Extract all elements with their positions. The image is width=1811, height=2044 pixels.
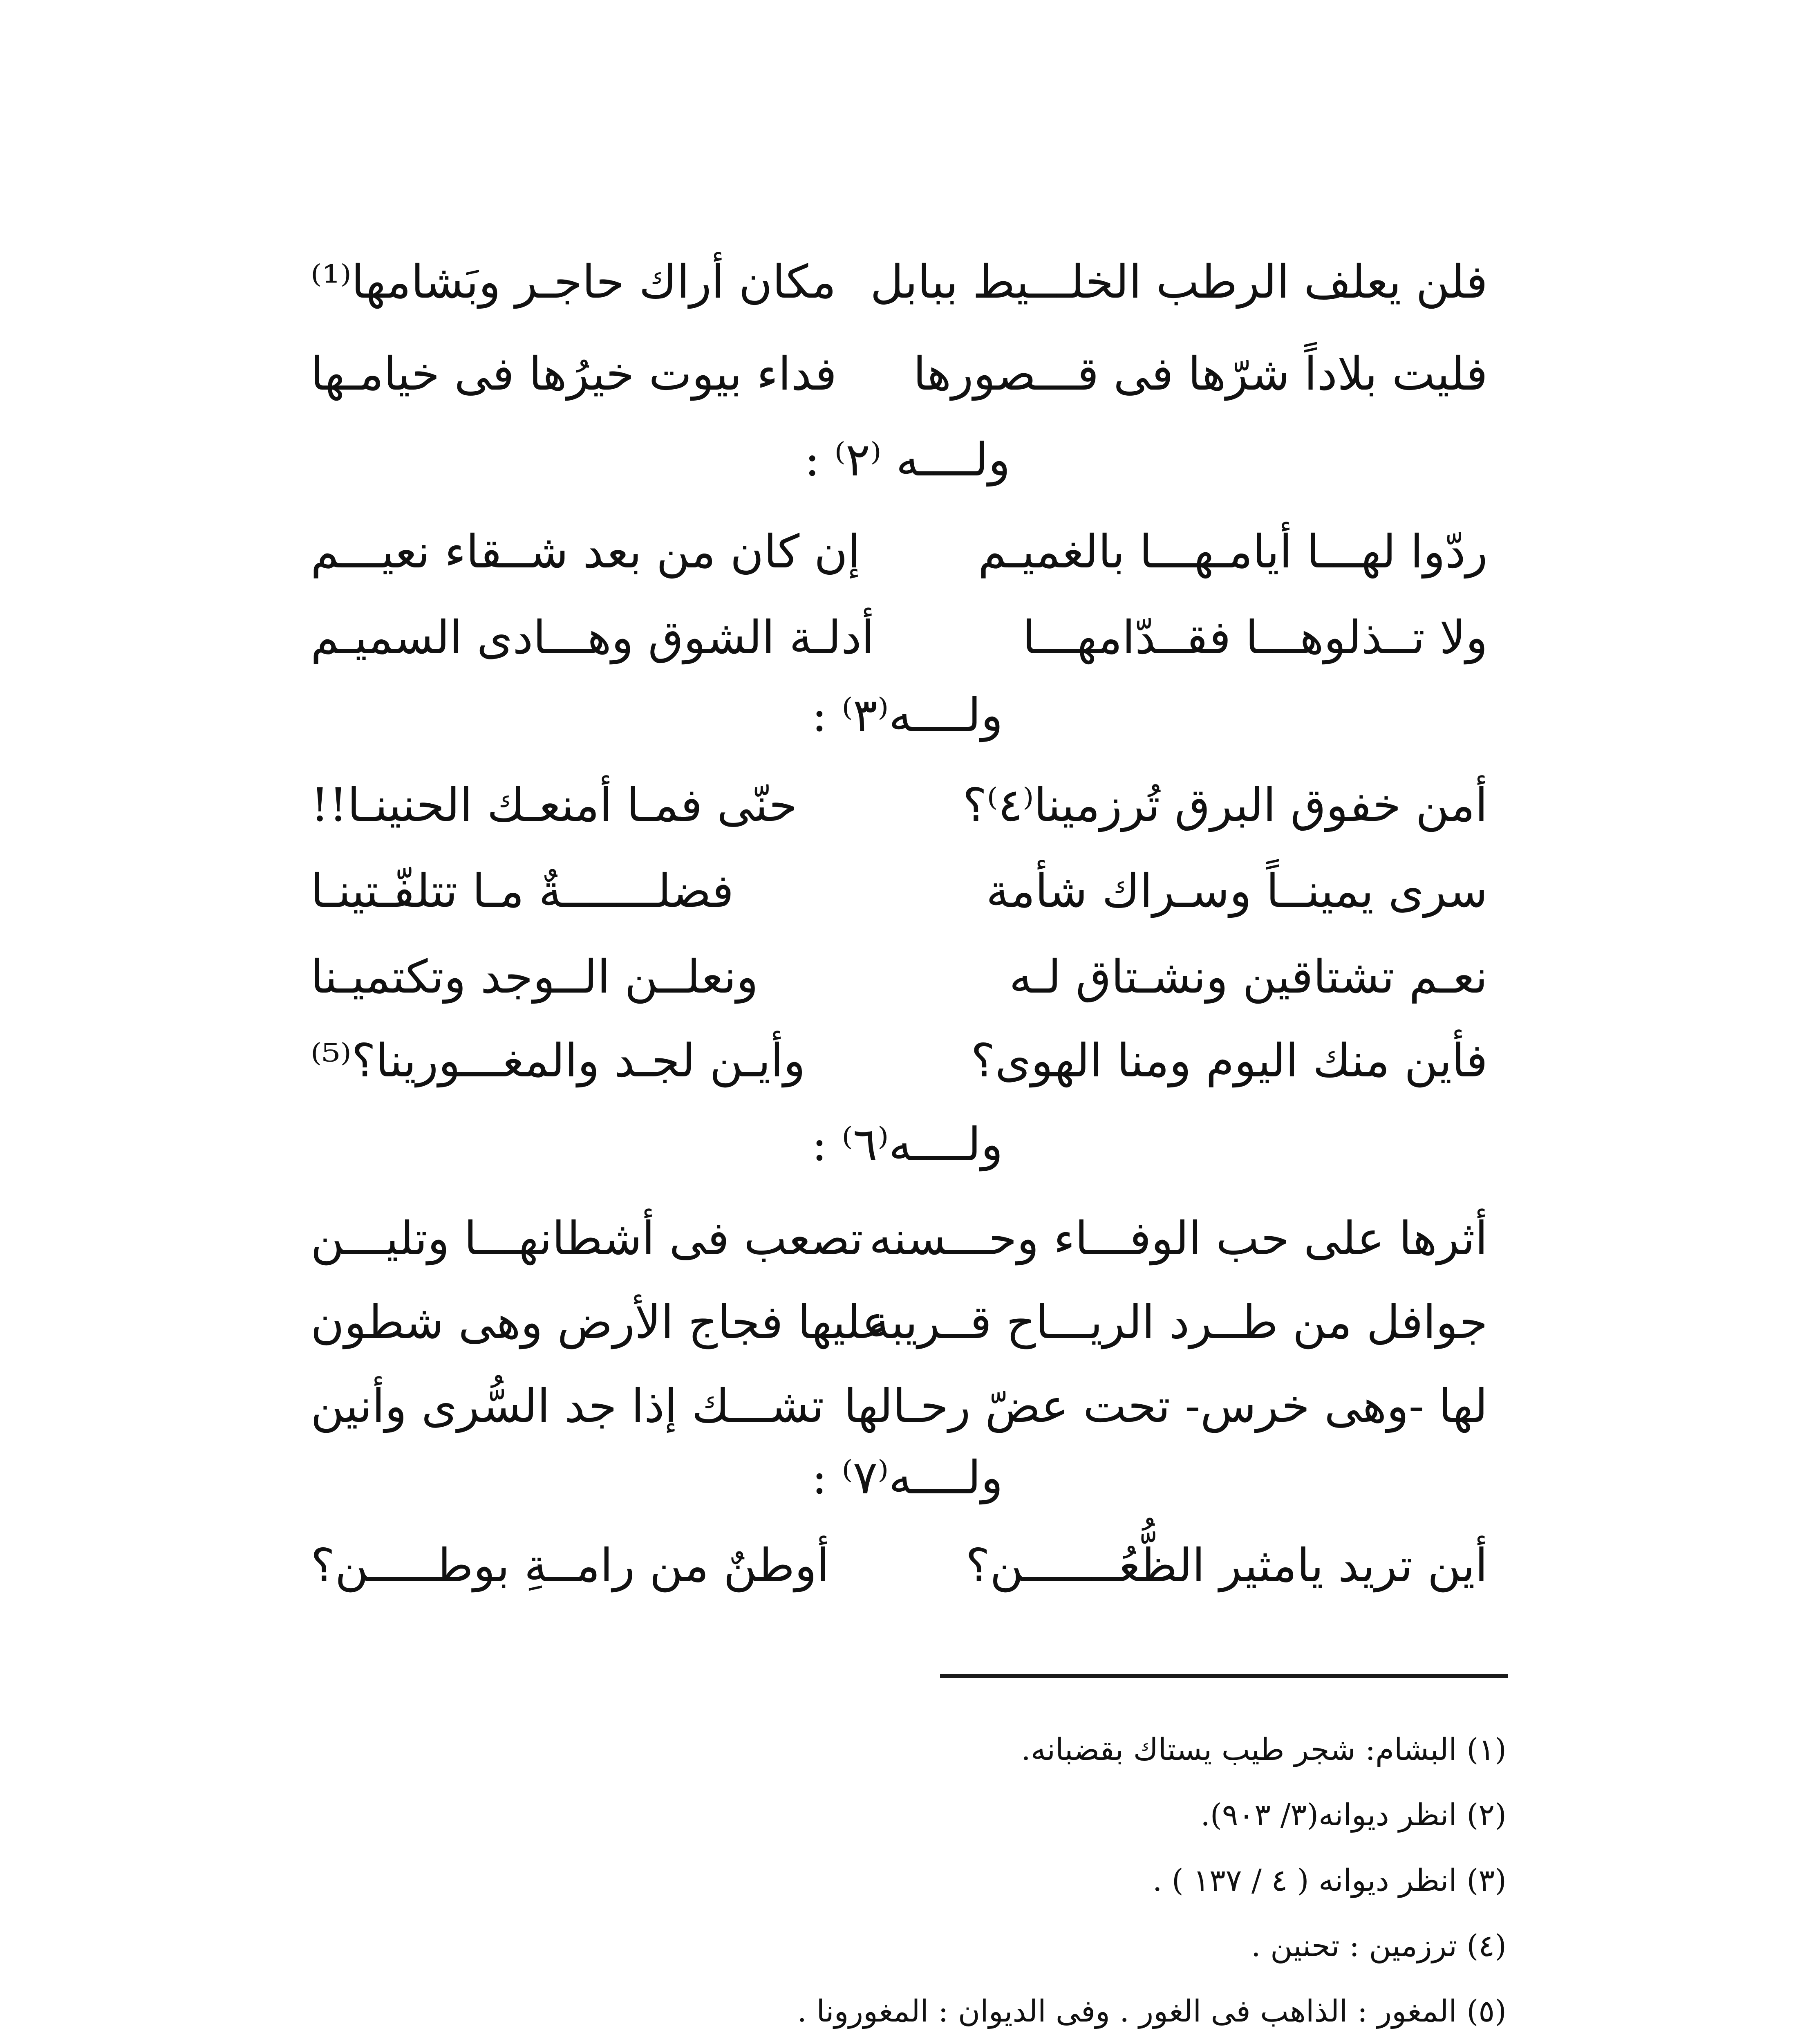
footnote: (٥) المغور : الذاهب فى الغور . وفى الديوان : المغورونا . — [797, 1994, 1507, 2029]
verse-second-hemistich: فضلـــــــةٌ مـا تتلفّـتينـا — [311, 865, 734, 918]
verse-line — [311, 764, 1488, 846]
poem-heading: ولــــه⁽٧⁾ : — [811, 1451, 1003, 1504]
verse-first-hemistich: أين تريد يامثير الظُّعُـــــــن؟ — [965, 1539, 1488, 1592]
verse-second-hemistich: تصعب فى أشطانهـــا وتليـــن — [311, 1212, 864, 1265]
footnote: (٤) ترزمين : تحنين . — [1251, 1928, 1507, 1963]
verse-first-hemistich: فلن يعلف الرطب الخلـــيط ببابل — [870, 256, 1488, 309]
footnote: (١) البشام: شجر طيب يستاك بقضبانه. — [1021, 1732, 1507, 1767]
verse-line — [311, 511, 1488, 593]
poem-heading: ولــــه⁽٦⁾ : — [811, 1118, 1003, 1171]
verse-line — [311, 1525, 1488, 1607]
verse-second-hemistich: مكان أراك حاجـر وبَشامها⁽¹⁾ — [311, 256, 836, 309]
verse-line — [311, 333, 1488, 415]
verse-first-hemistich: فليت بلاداً شرّها فى قـــصورها — [913, 347, 1488, 401]
verse-first-hemistich: ولا تــذلوهـــا فقــدّامهـــا — [1022, 611, 1488, 664]
verse-line — [311, 850, 1488, 932]
footnote: (٢) انظر ديوانه(٣/ ٩٠٣). — [1200, 1797, 1507, 1833]
verse-second-hemistich: وأيـن لجـد والمغـــورينا؟⁽⁵⁾ — [311, 1034, 806, 1087]
footnote-divider — [940, 1674, 1508, 1678]
verse-line — [311, 1198, 1488, 1280]
verse-line — [311, 1365, 1488, 1447]
verse-line — [311, 241, 1488, 323]
verse-first-hemistich: أمن خفوق البرق تُرزمينا⁽٤⁾؟ — [963, 779, 1488, 832]
verse-first-hemistich: أثرها على حب الوفـــاء وحـــسنه — [869, 1212, 1488, 1265]
verse-second-hemistich: أدلـة الشوق وهـــادى السميـم — [311, 611, 874, 664]
verse-first-hemistich: لها -وهى خرس- تحت عضّ رحـالها — [844, 1380, 1488, 1433]
verse-line — [311, 597, 1488, 679]
verse-second-hemistich: عليها فجاج الأرض وهى شطون — [311, 1296, 889, 1349]
verse-second-hemistich: حنّى فمـا أمنعـك الحنينـا!! — [311, 779, 797, 832]
footnote: (٣) انظر ديوانه ( ٤ / ١٣٧ ) . — [1152, 1863, 1507, 1898]
poem-heading: ولــــه⁽٣⁾ : — [811, 689, 1003, 742]
verse-second-hemistich: تشـــك إذا جد السُّرى وأنين — [311, 1380, 824, 1433]
verse-second-hemistich: ونعلــن الــوجد وتكتميـنا — [311, 950, 759, 1004]
verse-line — [311, 1020, 1488, 1102]
verse-first-hemistich: فأين منك اليوم ومنا الهوى؟ — [971, 1034, 1488, 1087]
verse-first-hemistich: ردّوا لهـــا أيامـهـــا بالغميـم — [978, 525, 1488, 578]
verse-first-hemistich: سرى يمينــاً وسـراك شأمة — [986, 865, 1488, 918]
verse-line — [311, 1282, 1488, 1363]
verse-first-hemistich: جوافل من طــرد الريـــاح قــريبة — [866, 1296, 1488, 1349]
verse-first-hemistich: نعـم تشتاقين ونشـتاق لـه — [1009, 950, 1488, 1004]
verse-second-hemistich: إن كان من بعد شــقاء نعيـــم — [311, 525, 861, 578]
poem-heading: ولــــه ⁽٢⁾ : — [804, 433, 1010, 486]
verse-line — [311, 936, 1488, 1018]
verse-second-hemistich: أوطنٌ من رامــةِ بوطـــــن؟ — [311, 1539, 830, 1592]
verse-second-hemistich: فداء بيوت خيرُها فى خيامـها — [311, 347, 837, 401]
